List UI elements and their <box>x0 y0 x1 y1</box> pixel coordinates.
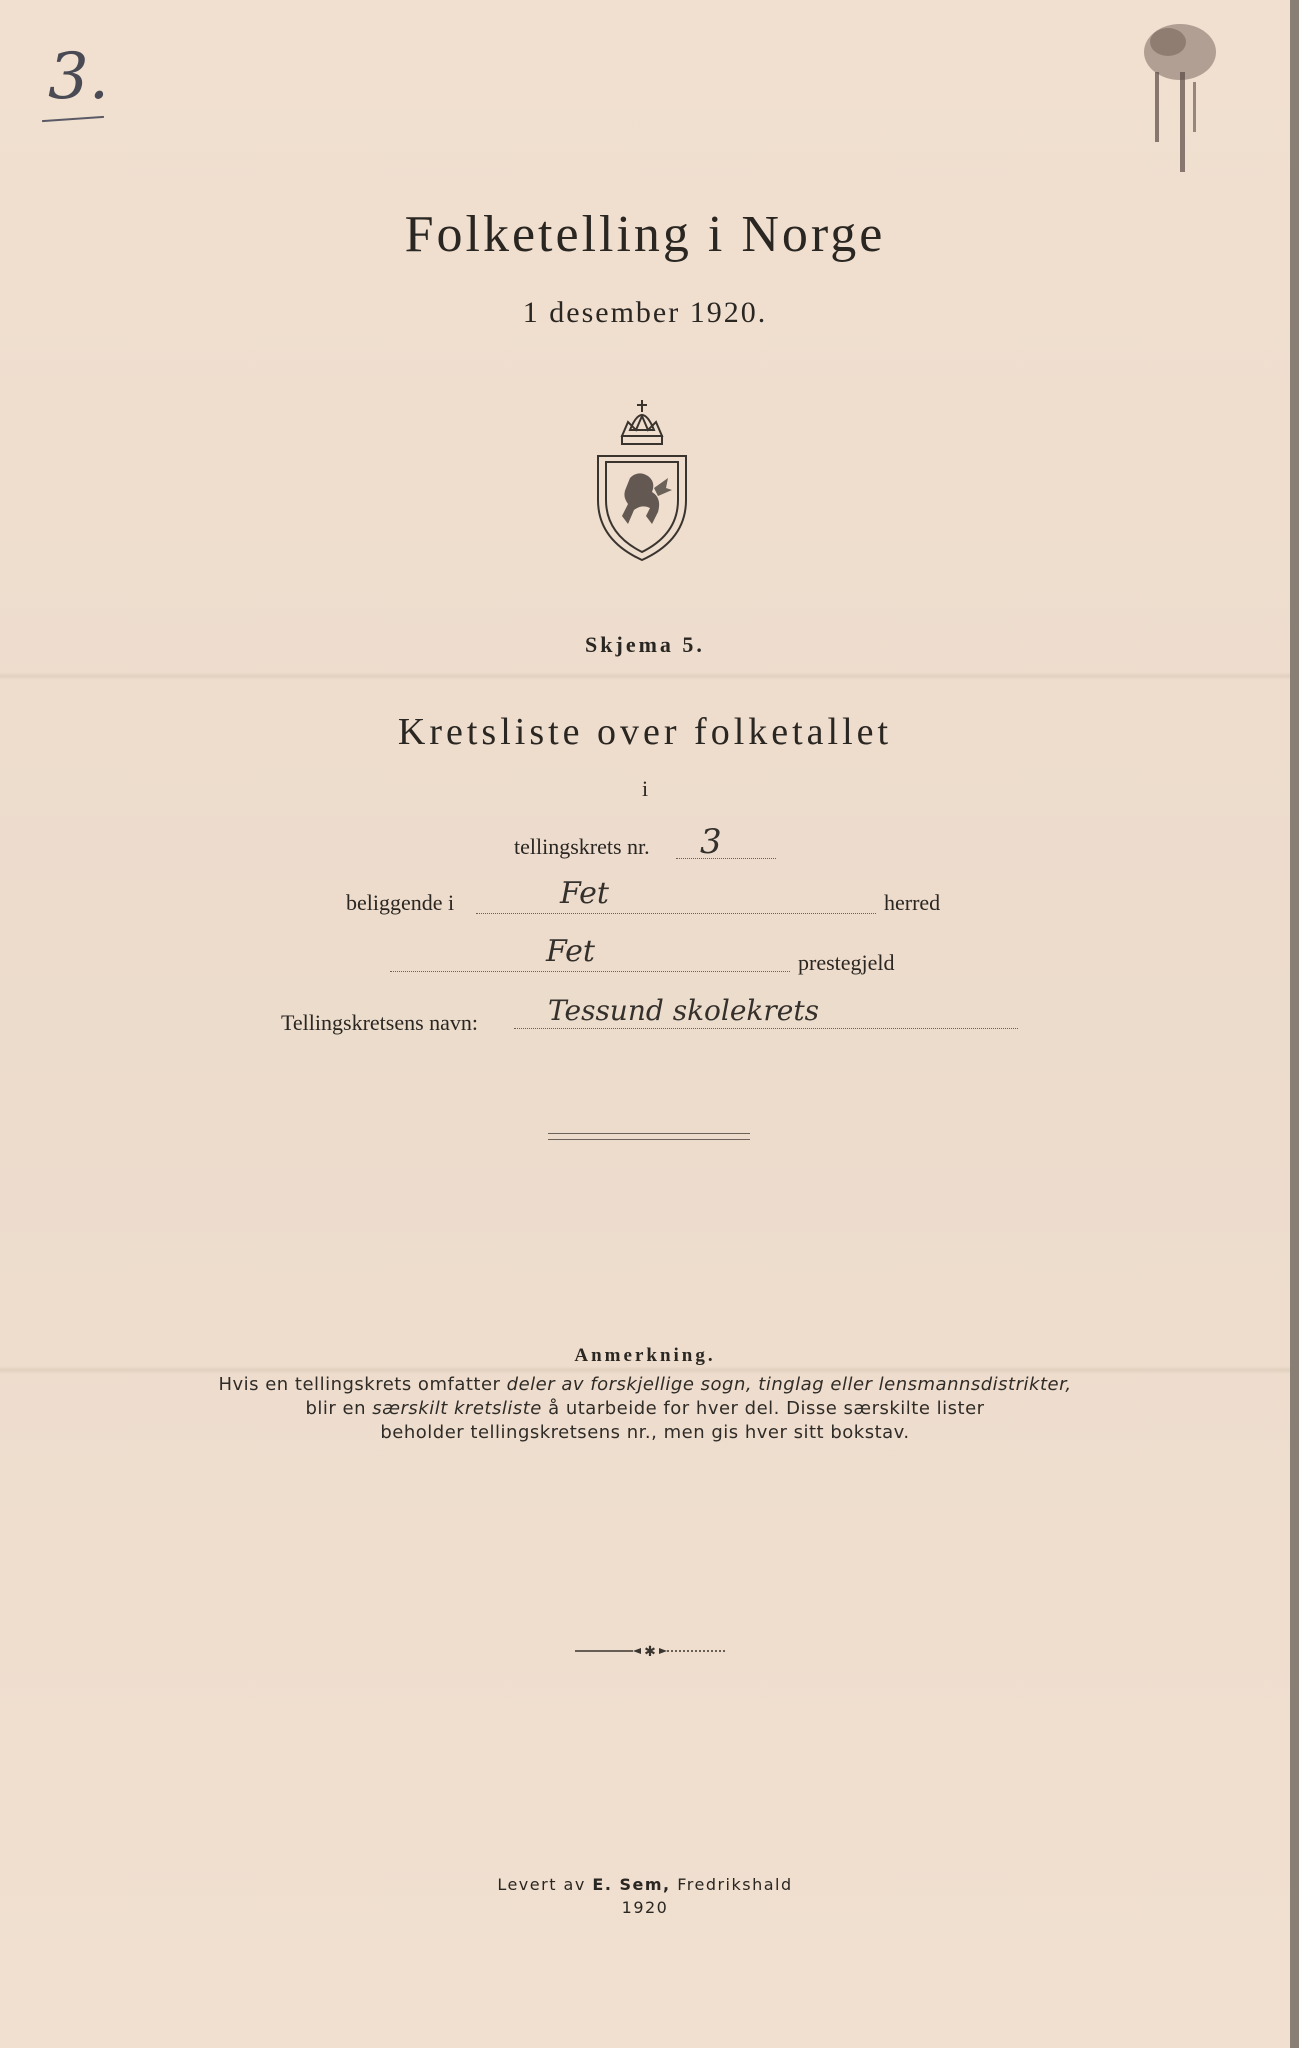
printer-year: 1920 <box>621 1898 669 1917</box>
schema-label: Skjema 5. <box>585 632 705 657</box>
parish-label: prestegjeld <box>798 950 895 975</box>
printer-prefix: Levert av <box>497 1875 593 1894</box>
printer-credit <box>0 1875 1290 1894</box>
located-label: beliggende i <box>346 890 455 915</box>
page-title: Folketelling i Norge <box>404 206 886 263</box>
district-name-value: Tessund skolekrets <box>548 994 819 1027</box>
note-text: Hvis en tellingskrets omfatter <box>218 1374 507 1395</box>
corner-number: 3. <box>48 40 110 114</box>
preposition-text: i <box>641 776 649 801</box>
note-text-italic: særskilt kretsliste <box>372 1398 542 1419</box>
parish-value: Fet <box>546 934 595 969</box>
census-date: 1 desember 1920. <box>522 296 768 329</box>
divider-rule <box>548 1133 750 1140</box>
located-value: Fet <box>560 876 609 911</box>
district-number-label: tellingskrets nr. <box>514 834 650 859</box>
district-name-label: Tellingskretsens navn: <box>281 1010 479 1035</box>
note-text: å utarbeide for hver del. Disse særskilte lister <box>541 1398 985 1419</box>
form-heading: Kretsliste over folketallet <box>397 711 893 753</box>
paper-fold <box>0 672 1290 680</box>
ornament-divider-icon <box>575 1644 725 1658</box>
printer-place: Fredrikshald <box>670 1875 793 1894</box>
paper-fold <box>0 1366 1290 1374</box>
note-line-3: beholder tellingskretsens nr., men gis hver sitt bokstav. <box>380 1422 910 1443</box>
note-line-2 <box>0 1398 1290 1419</box>
corner-underline <box>42 116 104 122</box>
note-text-italic: deler av forskjellige sogn, tinglag eller lensmannsdistrikter, <box>506 1374 1072 1395</box>
district-name-line <box>514 1028 1018 1029</box>
herred-label: herred <box>884 890 941 915</box>
coat-of-arms-icon <box>592 392 692 564</box>
ink-stain <box>1110 12 1230 172</box>
printer-name: E. Sem, <box>592 1875 671 1894</box>
note-line-1 <box>0 1374 1290 1395</box>
district-number-value: 3 <box>700 822 722 862</box>
parish-line <box>390 971 790 972</box>
note-text: blir en <box>305 1398 373 1419</box>
district-number-line <box>676 858 776 859</box>
note-heading: Anmerkning. <box>574 1345 716 1366</box>
svg-text:✱: ✱ <box>644 1644 656 1658</box>
located-line <box>476 913 876 914</box>
